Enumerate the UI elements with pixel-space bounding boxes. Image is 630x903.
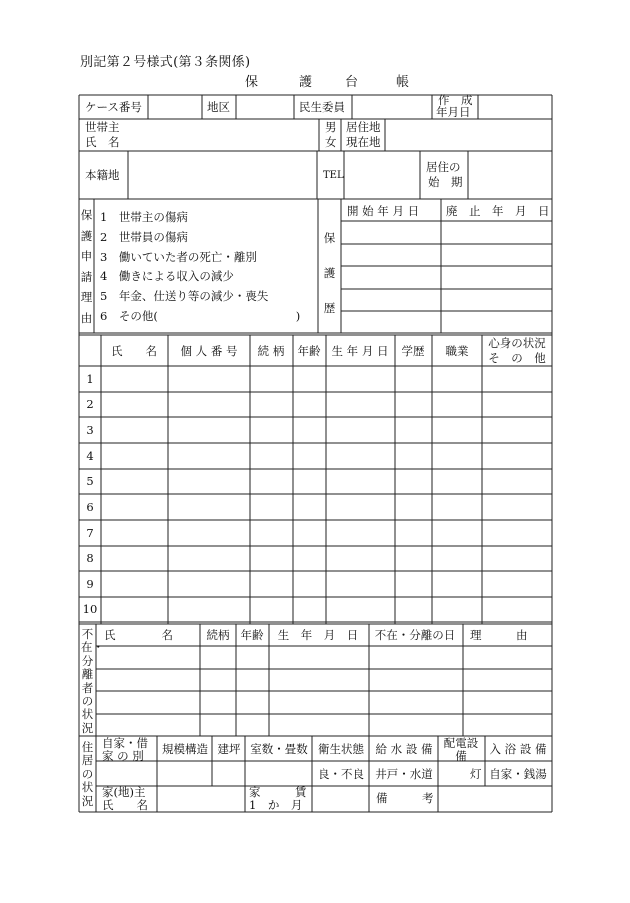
- history-end-header: 廃 止 年 月 日: [446, 204, 550, 218]
- row-number: 6: [86, 500, 94, 514]
- reason-item: 6 その他( ): [100, 309, 301, 323]
- absent-relation-header: 続柄: [206, 628, 230, 642]
- row-number: 10: [82, 602, 98, 616]
- members-name-header: 氏 名: [111, 344, 157, 358]
- members-id-header: 個 人 番 号: [180, 344, 238, 358]
- sanitary-label: 衛生状態: [318, 742, 364, 756]
- sanitary-options: 良・不良: [318, 767, 364, 781]
- members-condition-header: 心身の状況: [488, 336, 546, 350]
- title-char: 保: [245, 75, 259, 90]
- absent-reason-header: 理 由: [470, 628, 528, 642]
- row-number: 4: [86, 449, 94, 463]
- row-number: 1: [86, 372, 94, 386]
- row-number: 7: [86, 526, 94, 540]
- rent-period-label: 1 か 月: [249, 798, 303, 812]
- rooms-label: 室数・畳数: [250, 742, 308, 756]
- rent-label: 家 賃: [249, 785, 307, 799]
- landlord-name-label: 氏 名: [102, 798, 148, 812]
- water-options: 井戸・水道: [375, 767, 433, 781]
- title-char: 台: [345, 75, 359, 90]
- bath-options: 自家・銭湯: [489, 767, 547, 781]
- electric-label: 配電設: [443, 736, 479, 750]
- floor-area-label: 建坪: [217, 742, 241, 756]
- district-label: 地区: [207, 100, 230, 114]
- absent-name-header: 氏 名: [104, 628, 173, 642]
- reason-item: 5 年金、仕送り等の減少・喪失: [100, 289, 269, 303]
- members-relation-header: 続 柄: [257, 344, 285, 358]
- members-education-header: 学歴: [401, 344, 425, 358]
- row-number: 9: [86, 577, 94, 591]
- absent-birthdate-header: 生 年 月 日: [277, 628, 359, 642]
- electric-option: 灯: [470, 767, 482, 781]
- domicile-label: 本籍地: [85, 168, 120, 182]
- members-other-header: そ の 他: [488, 351, 546, 365]
- title-char: 護: [299, 75, 313, 90]
- absent-date-header: 不在・分離の日: [374, 628, 456, 642]
- row-number: 8: [86, 551, 94, 565]
- residence-start-label-2: 始 期: [428, 175, 463, 189]
- case-number-label: ケース番号: [85, 100, 142, 114]
- reason-item: 3 働いていた者の死亡・離別: [100, 250, 257, 264]
- members-birthdate-header: 生 年 月 日: [331, 344, 389, 358]
- absent-status-label: 不在・分離者の状況: [81, 627, 104, 735]
- sex-female-label: 女: [325, 135, 337, 149]
- bath-label: 入 浴 設 備: [489, 742, 547, 756]
- welfare-commissioner-label: 民生委員: [299, 100, 345, 114]
- current-location-label: 現在地: [346, 135, 381, 149]
- members-age-header: 年齢: [297, 344, 321, 358]
- sex-male-label: 男: [325, 120, 337, 134]
- history-start-header: 開 始 年 月 日: [347, 204, 420, 218]
- residence-label: 居住地: [346, 120, 381, 134]
- created-date-label: 作 成: [438, 93, 473, 107]
- structure-label: 規模構造: [162, 742, 208, 756]
- row-number: 5: [86, 474, 94, 488]
- ownership-label-2: 家 の 別: [102, 749, 144, 763]
- householder-label: 世帯主: [85, 120, 120, 134]
- created-date-label-2: 年月日: [436, 105, 471, 119]
- ownership-label: 自家・借: [102, 736, 148, 750]
- row-number: 2: [86, 397, 94, 411]
- reason-item: 1 世帯主の傷病: [100, 210, 188, 224]
- householder-name-label: 氏 名: [85, 135, 120, 149]
- electric-label-2: 備: [455, 749, 467, 763]
- protection-reason-label: 保護申請理由: [80, 208, 93, 325]
- reason-item: 2 世帯員の傷病: [100, 230, 188, 244]
- row-number: 3: [86, 423, 94, 437]
- protection-history-label: 保護歴: [323, 231, 336, 315]
- water-supply-label: 給 水 設 備: [375, 742, 433, 756]
- remarks-label: 備 考: [376, 791, 434, 805]
- residence-start-label: 居住の: [426, 160, 461, 174]
- tel-label: TEL: [323, 170, 344, 181]
- title-char: 帳: [396, 75, 410, 90]
- absent-age-header: 年齢: [240, 628, 264, 642]
- landlord-label: 家(地)主: [102, 785, 146, 799]
- members-occupation-header: 職業: [445, 344, 469, 358]
- reason-item: 4 働きによる収入の減少: [100, 269, 234, 283]
- form-number-label: 別記第２号様式(第３条関係): [80, 55, 251, 70]
- housing-status-label: 住居の状況: [81, 740, 94, 808]
